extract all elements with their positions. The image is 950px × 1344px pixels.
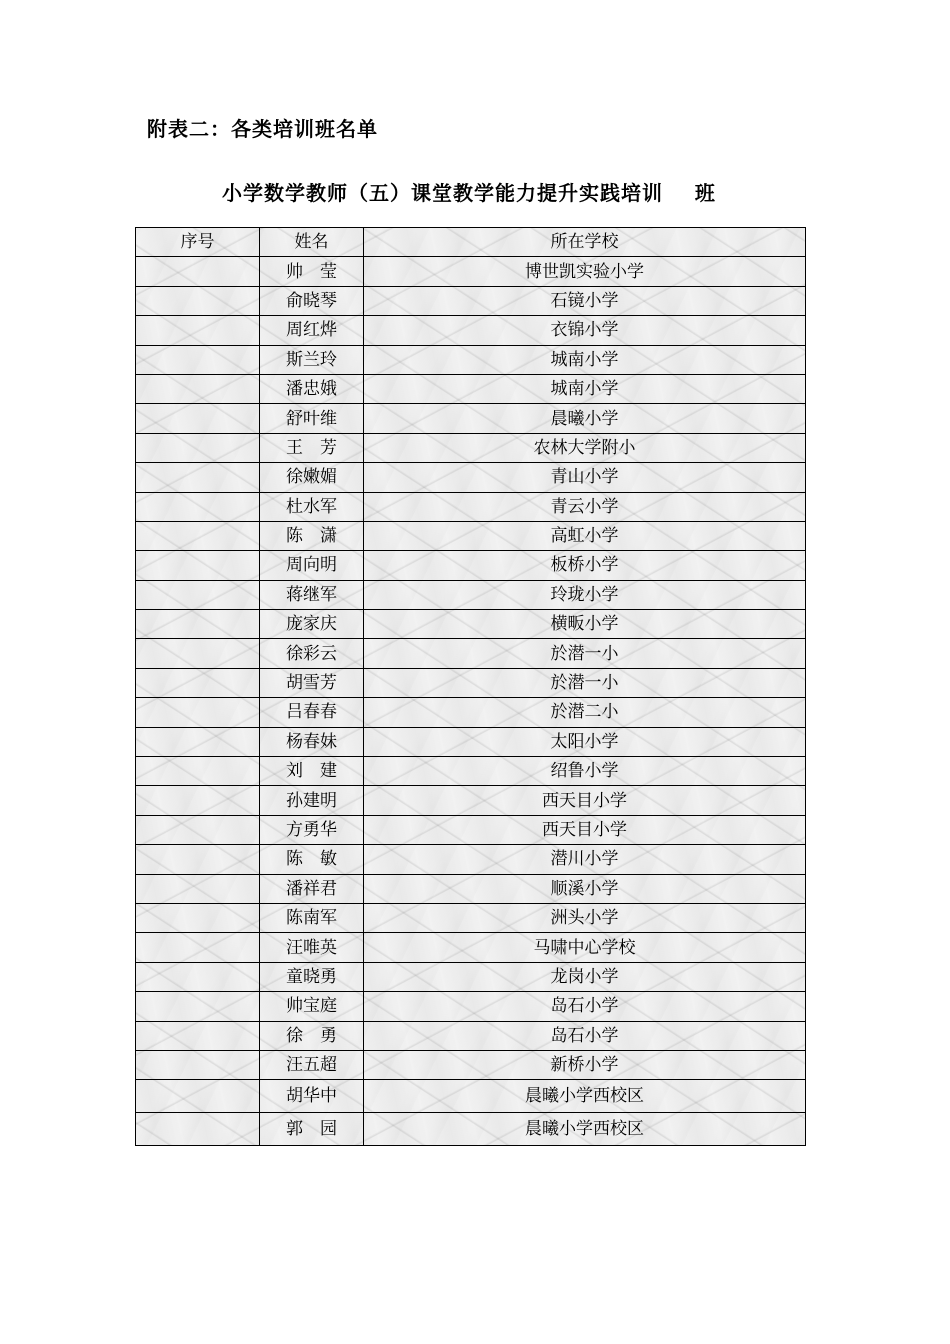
cell-name: 郭 园 (260, 1113, 364, 1146)
cell-name: 帅宝庭 (260, 992, 364, 1021)
table-row (136, 345, 806, 374)
cell-seq (136, 1050, 260, 1079)
cell-school: 晨曦小学 (364, 404, 806, 433)
cell-name: 斯兰玲 (260, 345, 364, 374)
cell-seq (136, 786, 260, 815)
table-row (136, 698, 806, 727)
cell-name: 徐嫩媚 (260, 463, 364, 492)
table-row (136, 786, 806, 815)
table-row (136, 463, 806, 492)
cell-name: 周向明 (260, 551, 364, 580)
cell-seq (136, 1080, 260, 1113)
cell-seq (136, 521, 260, 550)
cell-school: 於潜一小 (364, 639, 806, 668)
cell-school: 博世凯实验小学 (364, 257, 806, 286)
cell-name: 俞晓琴 (260, 286, 364, 315)
cell-seq (136, 492, 260, 521)
header-name: 姓名 (260, 228, 364, 257)
cell-school: 西天目小学 (364, 786, 806, 815)
table-row (136, 316, 806, 345)
cell-school: 青山小学 (364, 463, 806, 492)
cell-school: 潜川小学 (364, 845, 806, 874)
table-row (136, 610, 806, 639)
cell-school: 新桥小学 (364, 1050, 806, 1079)
cell-school: 晨曦小学西校区 (364, 1080, 806, 1113)
cell-name: 孙建明 (260, 786, 364, 815)
table-row (136, 404, 806, 433)
table-row (136, 668, 806, 697)
roster-table-body (136, 257, 806, 1146)
header-seq: 序号 (136, 228, 260, 257)
cell-name: 汪唯英 (260, 933, 364, 962)
cell-school: 城南小学 (364, 374, 806, 403)
cell-school: 岛石小学 (364, 992, 806, 1021)
cell-school: 洲头小学 (364, 903, 806, 932)
cell-seq (136, 815, 260, 844)
table-row (136, 845, 806, 874)
table-row (136, 1050, 806, 1079)
table-row (136, 1080, 806, 1113)
cell-seq (136, 992, 260, 1021)
cell-school: 衣锦小学 (364, 316, 806, 345)
table-row (136, 757, 806, 786)
cell-seq (136, 668, 260, 697)
table-row (136, 992, 806, 1021)
cell-name: 胡雪芳 (260, 668, 364, 697)
cell-name: 庞家庆 (260, 610, 364, 639)
cell-seq (136, 727, 260, 756)
cell-name: 徐彩云 (260, 639, 364, 668)
cell-school: 石镜小学 (364, 286, 806, 315)
table-row (136, 815, 806, 844)
table-row (136, 521, 806, 550)
cell-seq (136, 639, 260, 668)
header-row (136, 228, 806, 257)
cell-seq (136, 874, 260, 903)
cell-seq (136, 610, 260, 639)
cell-seq (136, 933, 260, 962)
cell-name: 吕春春 (260, 698, 364, 727)
table-row (136, 874, 806, 903)
table-row (136, 903, 806, 932)
table-row (136, 551, 806, 580)
cell-school: 玲珑小学 (364, 580, 806, 609)
cell-name: 潘祥君 (260, 874, 364, 903)
cell-seq (136, 845, 260, 874)
cell-seq (136, 316, 260, 345)
cell-seq (136, 257, 260, 286)
cell-name: 蒋继军 (260, 580, 364, 609)
cell-seq (136, 374, 260, 403)
cell-seq (136, 698, 260, 727)
cell-name: 王 芳 (260, 433, 364, 462)
cell-seq (136, 580, 260, 609)
cell-name: 杜水军 (260, 492, 364, 521)
roster-table-header (136, 228, 806, 257)
cell-seq (136, 1021, 260, 1050)
cell-school: 城南小学 (364, 345, 806, 374)
cell-seq (136, 433, 260, 462)
table-row (136, 933, 806, 962)
cell-school: 青云小学 (364, 492, 806, 521)
cell-name: 潘忠娥 (260, 374, 364, 403)
cell-school: 西天目小学 (364, 815, 806, 844)
cell-seq (136, 345, 260, 374)
cell-school: 农林大学附小 (364, 433, 806, 462)
class-title: 小学数学教师（五）课堂教学能力提升实践培训 班 (222, 181, 716, 205)
table-row (136, 492, 806, 521)
cell-school: 高虹小学 (364, 521, 806, 550)
appendix-title: 附表二：各类培训班名单 (147, 117, 378, 141)
cell-school: 岛石小学 (364, 1021, 806, 1050)
cell-school: 龙岗小学 (364, 962, 806, 991)
cell-school: 马啸中心学校 (364, 933, 806, 962)
cell-name: 方勇华 (260, 815, 364, 844)
cell-school: 横畈小学 (364, 610, 806, 639)
cell-school: 太阳小学 (364, 727, 806, 756)
table-row (136, 286, 806, 315)
cell-seq (136, 903, 260, 932)
cell-school: 顺溪小学 (364, 874, 806, 903)
cell-name: 周红烨 (260, 316, 364, 345)
cell-seq (136, 962, 260, 991)
cell-name: 胡华中 (260, 1080, 364, 1113)
cell-seq (136, 757, 260, 786)
roster-table (135, 227, 806, 1146)
cell-school: 绍鲁小学 (364, 757, 806, 786)
cell-school: 板桥小学 (364, 551, 806, 580)
cell-school: 於潜一小 (364, 668, 806, 697)
cell-seq (136, 404, 260, 433)
cell-name: 刘 建 (260, 757, 364, 786)
table-row (136, 257, 806, 286)
cell-name: 陈南军 (260, 903, 364, 932)
table-row (136, 374, 806, 403)
cell-name: 陈 潇 (260, 521, 364, 550)
cell-seq (136, 551, 260, 580)
table-row (136, 727, 806, 756)
cell-name: 汪五超 (260, 1050, 364, 1079)
table-row (136, 1021, 806, 1050)
cell-seq (136, 1113, 260, 1146)
cell-name: 陈 敏 (260, 845, 364, 874)
cell-name: 舒叶维 (260, 404, 364, 433)
header-school: 所在学校 (364, 228, 806, 257)
table-row (136, 962, 806, 991)
cell-seq (136, 463, 260, 492)
table-row (136, 639, 806, 668)
cell-name: 帅 莹 (260, 257, 364, 286)
table-row (136, 1113, 806, 1146)
cell-name: 徐 勇 (260, 1021, 364, 1050)
cell-seq (136, 286, 260, 315)
cell-name: 杨春妹 (260, 727, 364, 756)
table-row (136, 580, 806, 609)
cell-school: 於潜二小 (364, 698, 806, 727)
cell-school: 晨曦小学西校区 (364, 1113, 806, 1146)
cell-name: 童晓勇 (260, 962, 364, 991)
table-row (136, 433, 806, 462)
